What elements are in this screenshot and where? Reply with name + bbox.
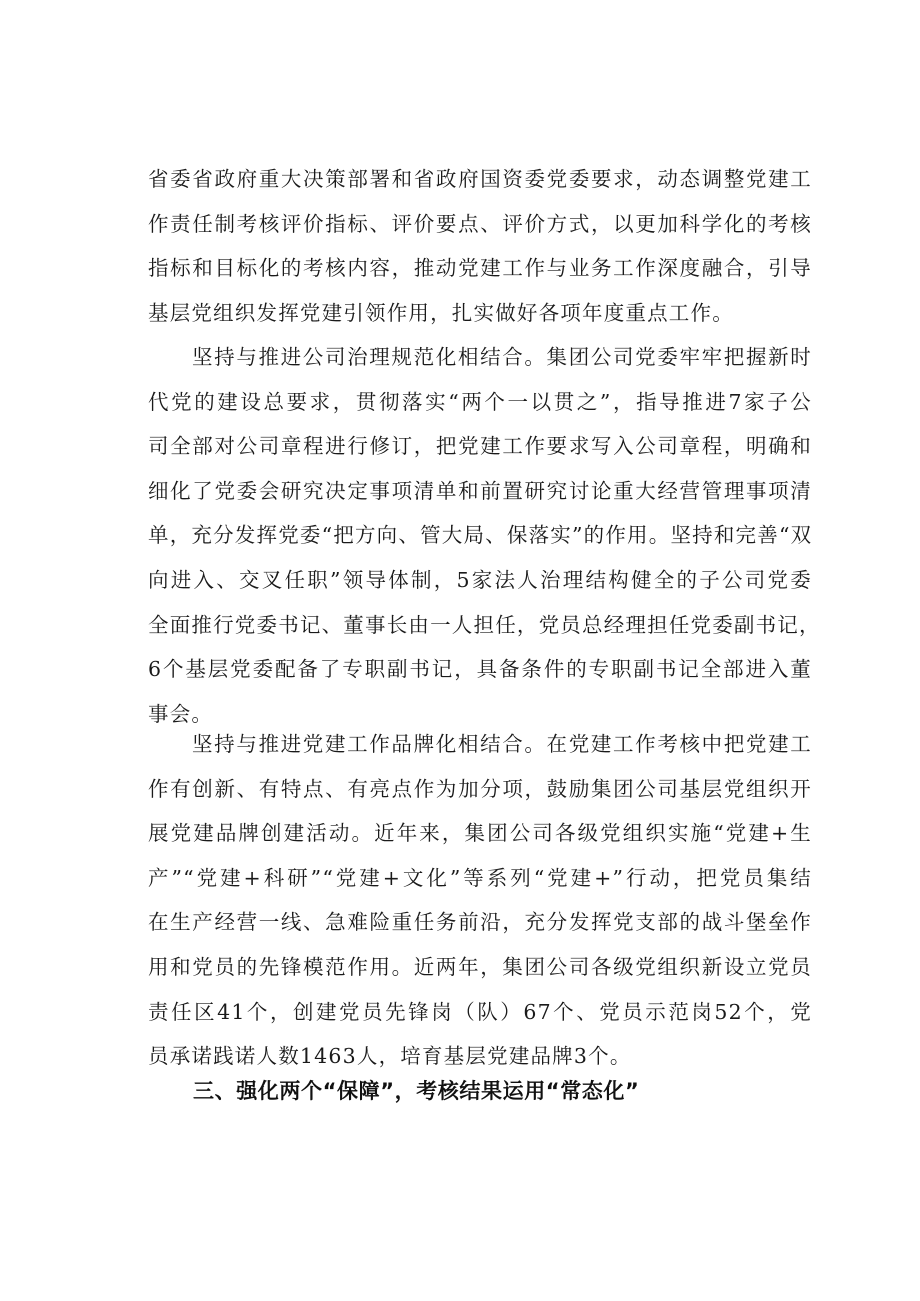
text-line: 向进入、交叉任职”领导体制，5家法人治理结构健全的子公司党委	[148, 567, 812, 592]
text-line: 单，充分发挥党委“把方向、管大局、保落实”的作用。坚持和完善“双	[148, 523, 813, 548]
text-line: 产”“党建+科研”“党建+文化”等系列“党建+”行动，把党员集结	[148, 865, 812, 890]
text-line: 在生产经营一线、急难险重任务前沿，充分发挥党支部的战斗堡垒作	[148, 910, 812, 935]
text-line: 代党的建设总要求，贯彻落实“两个一以贯之”，指导推进7家子公	[148, 389, 812, 414]
paragraph-2	[148, 335, 821, 736]
text-line: 指标和目标化的考核内容，推动党建工作与业务工作深度融合，引导	[148, 256, 812, 281]
section-heading: 三、强化两个“保障”，考核结果运用“常态化”	[193, 1079, 640, 1103]
paragraph-1	[148, 157, 812, 335]
text-line: 用和党员的先锋模范作用。近两年，集团公司各级党组织新设立党员	[148, 954, 812, 979]
text-line: 展党建品牌创建活动。近年来，集团公司各级党组织实施“党建+生	[148, 821, 812, 846]
text-line: 基层党组织发挥党建引领作用，扎实做好各项年度重点工作。	[148, 300, 734, 325]
text-line: 细化了党委会研究决定事项清单和前置研究讨论重大经营管理事项清	[148, 478, 812, 503]
text-line: 司全部对公司章程进行修订，把党建工作要求写入公司章程，明确和	[148, 434, 812, 459]
text-line: 全面推行党委书记、董事长由一人担任，党员总经理担任党委副书记，	[148, 612, 821, 637]
paragraph-3	[148, 722, 812, 1079]
text-line: 坚持与推进公司治理规范化相结合。集团公司党委牢牢把握新时	[192, 345, 812, 369]
text-line: 作责任制考核评价指标、评价要点、评价方式，以更加科学化的考核	[148, 211, 812, 236]
text-line: 责任区41个，创建党员先锋岗（队）67个、党员示范岗52个，党	[148, 999, 812, 1024]
text-line: 坚持与推进党建工作品牌化相结合。在党建工作考核中把党建工	[192, 732, 812, 756]
text-line: 6个基层党委配备了专职副书记，具备条件的专职副书记全部进入董	[148, 657, 812, 682]
text-line: 员承诺践诺人数1463人，培育基层党建品牌3个。	[148, 1044, 632, 1069]
text-line: 省委省政府重大决策部署和省政府国资委党委要求，动态调整党建工	[148, 167, 812, 191]
text-line: 作有创新、有特点、有亮点作为加分项，鼓励集团公司基层党组织开	[148, 776, 812, 801]
text-line: 事会。	[148, 701, 214, 726]
